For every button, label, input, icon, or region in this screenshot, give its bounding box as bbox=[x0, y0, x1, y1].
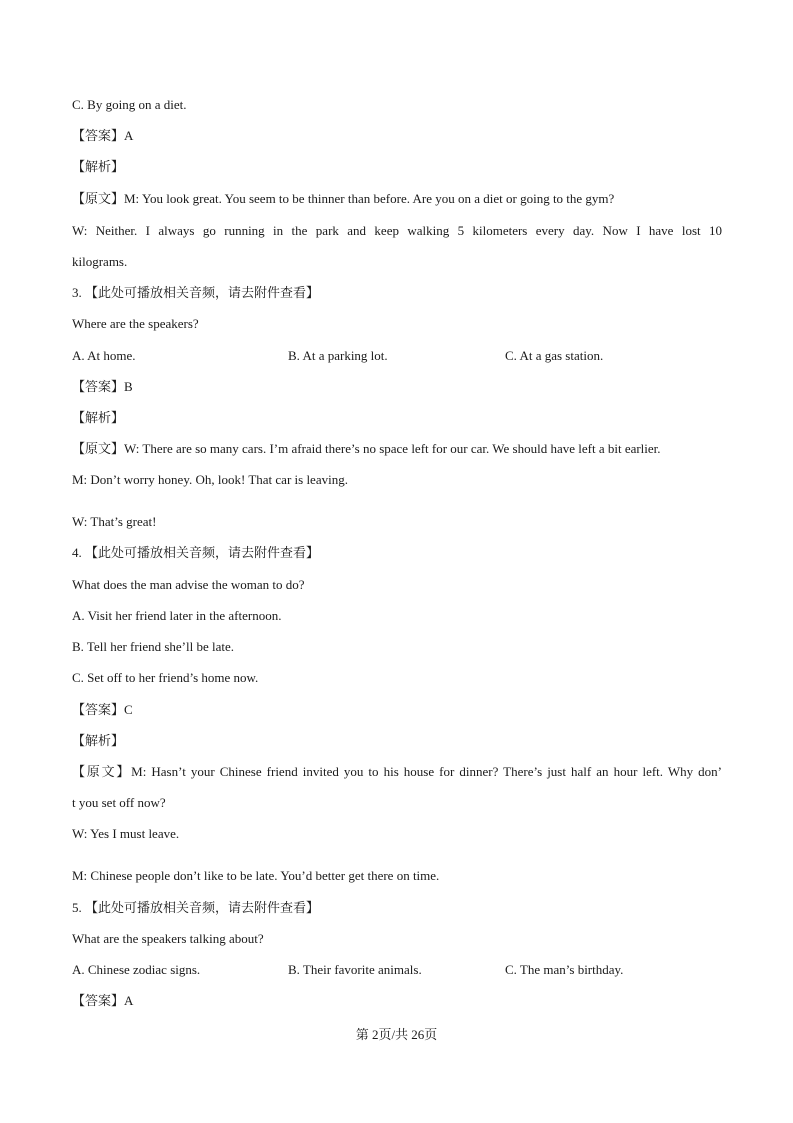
q2-transcript-line-2: W: Neither. I always go running in the park and keep walking 5 kilometers every day. Now I have lost 10 bbox=[72, 223, 722, 238]
q3-option-c: C. At a gas station. bbox=[505, 348, 604, 363]
page-number-footer: 第 2页/共 26页 bbox=[355, 1027, 438, 1042]
q3-question: Where are the speakers? bbox=[72, 316, 199, 331]
q3-analysis-label: 【解析】 bbox=[72, 410, 125, 425]
q3-option-a: A. At home. bbox=[72, 348, 136, 363]
q4-option-b: B. Tell her friend she’ll be late. bbox=[72, 639, 235, 654]
q4-question: What does the man advise the woman to do? bbox=[72, 577, 305, 592]
q4-option-c: C. Set off to her friend’s home now. bbox=[72, 670, 259, 685]
q4-transcript-line-4: M: Chinese people don’t like to be late. You’d better get there on time. bbox=[72, 868, 440, 883]
q4-header: 4. 【此处可播放相关音频，请去附件查看】 bbox=[72, 545, 320, 560]
q3-option-b: B. At a parking lot. bbox=[288, 348, 388, 363]
q4-transcript-line-1: 【原文】M: Hasn’t your Chinese friend invited you to his house for dinner? There’s just half an hour left. Why don’ bbox=[72, 764, 722, 779]
q3-transcript-line-3: W: That’s great! bbox=[72, 514, 157, 529]
q2-answer: 【答案】A bbox=[72, 128, 134, 143]
q3-header: 3. 【此处可播放相关音频，请去附件查看】 bbox=[72, 285, 320, 300]
q4-option-a: A. Visit her friend later in the afternoon. bbox=[72, 608, 282, 623]
q5-option-c: C. The man’s birthday. bbox=[505, 962, 624, 977]
q2-transcript-line-3: kilograms. bbox=[72, 254, 128, 269]
q4-transcript-line-2: t you set off now? bbox=[72, 795, 166, 810]
q3-transcript-line-2: M: Don’t worry honey. Oh, look! That car is leaving. bbox=[72, 472, 348, 487]
q4-transcript-line-3: W: Yes I must leave. bbox=[72, 826, 180, 841]
q2-option-c: C. By going on a diet. bbox=[72, 97, 187, 112]
q3-answer: 【答案】B bbox=[72, 379, 133, 394]
q5-question: What are the speakers talking about? bbox=[72, 931, 264, 946]
q5-header: 5. 【此处可播放相关音频，请去附件查看】 bbox=[72, 900, 320, 915]
q5-answer: 【答案】A bbox=[72, 993, 134, 1008]
q2-transcript-line-1: 【原文】M: You look great. You seem to be thinner than before. Are you on a diet or going to the gym? bbox=[72, 191, 615, 206]
q4-answer: 【答案】C bbox=[72, 702, 133, 717]
q3-transcript-line-1: 【原文】W: There are so many cars. I’m afraid there’s no space left for our car. We should have left a bit earlier. bbox=[72, 441, 661, 456]
q5-option-a: A. Chinese zodiac signs. bbox=[72, 962, 201, 977]
q2-analysis-label: 【解析】 bbox=[72, 159, 125, 174]
q4-analysis-label: 【解析】 bbox=[72, 733, 125, 748]
q5-option-b: B. Their favorite animals. bbox=[288, 962, 422, 977]
